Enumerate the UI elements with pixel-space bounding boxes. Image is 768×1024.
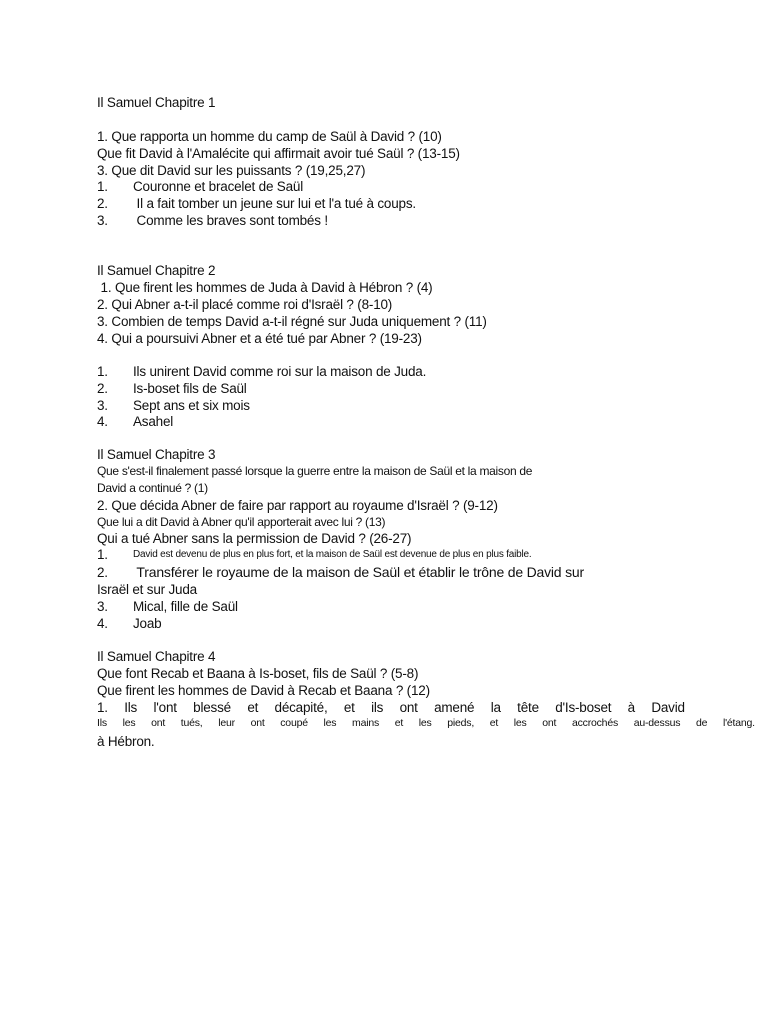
- word: au-dessus: [633, 717, 681, 729]
- chapter-1-title: Il Samuel Chapitre 1: [97, 95, 216, 110]
- word: amené: [434, 700, 475, 715]
- ch1-question-1: 1. Que rapporta un homme du camp de Saül à David ? (10): [97, 129, 442, 144]
- word: tués,: [180, 717, 203, 729]
- word: Ils: [124, 700, 138, 715]
- ch2-answer-4: 4. Asahel: [97, 414, 174, 429]
- ch2-answer-3: 3. Sept ans et six mois: [97, 398, 250, 413]
- ch4-question-1: Que font Recab et Baana à Is-boset, fils de Saül ? (5-8): [97, 666, 419, 681]
- ch3-question-2: 2. Que décida Abner de faire par rapport au royaume d'Israël ? (9-12): [97, 498, 498, 513]
- word: David: [651, 700, 685, 715]
- word: et: [343, 700, 355, 715]
- word: Ils: [97, 717, 107, 729]
- word: les: [513, 717, 527, 729]
- ch2-question-2: 2. Qui Abner a-t-il placé comme roi d'Israël ? (8-10): [97, 297, 393, 312]
- word: l'étang.: [722, 717, 755, 729]
- ch1-question-3: 3. Que dit David sur les puissants ? (19,25,27): [97, 163, 366, 178]
- ch3-answer-3: 3. Mical, fille de Saül: [97, 599, 238, 614]
- word: d'Is-boset: [555, 700, 612, 715]
- ch2-answer-2: 2. Is-boset fils de Saül: [97, 381, 247, 396]
- word: à: [627, 700, 635, 715]
- ch1-answer-2: 2. Il a fait tomber un jeune sur lui et l'a tué à coups.: [97, 196, 416, 211]
- word: pieds,: [447, 717, 475, 729]
- chapter-3-title: Il Samuel Chapitre 3: [97, 447, 216, 462]
- chapter-4-title: Il Samuel Chapitre 4: [97, 649, 216, 664]
- ch2-answer-1: 1. Ils unirent David comme roi sur la maison de Juda.: [97, 364, 427, 379]
- word: la: [490, 700, 501, 715]
- ch3-answer-2: 2. Transférer le royaume de la maison de Saül et établir le trône de David sur: [97, 564, 584, 580]
- ch3-answer-2-cont: Israël et sur Juda: [97, 582, 197, 597]
- ch3-answer-1: 1. $^{David est devenu de plus en plus fort, et la maison de Saül est devenue de plus en plus faible.}$: [97, 547, 532, 562]
- word: ont: [399, 700, 418, 715]
- word: les: [323, 717, 337, 729]
- word: 1.: [97, 700, 108, 715]
- word: ils: [371, 700, 384, 715]
- ch3-question-1: Que s'est-il finalement passé lorsque la guerre entre la maison de Saül et la maison de: [97, 464, 533, 478]
- word: décapité,: [274, 700, 328, 715]
- ch3-question-4: Qui a tué Abner sans la permission de David ? (26-27): [97, 531, 412, 546]
- word: les: [122, 717, 136, 729]
- chapter-2-title: Il Samuel Chapitre 2: [97, 263, 216, 278]
- ch3-answer-4: 4. Joab: [97, 616, 162, 631]
- word: et: [247, 700, 259, 715]
- ch4-answer-1: [97, 699, 685, 716]
- ch3-question-1-cont: David a continué ? (1): [97, 481, 208, 495]
- ch4-question-2: Que firent les hommes de David à Recab et Baana ? (12): [97, 683, 430, 698]
- word: et: [489, 717, 499, 729]
- ch3-question-3: Que lui a dit David à Abner qu'il apporterait avec lui ? (13): [97, 515, 386, 529]
- word: accrochés: [571, 717, 619, 729]
- word: mains: [352, 717, 380, 729]
- word: ont: [151, 717, 166, 729]
- word: les: [418, 717, 432, 729]
- word: coupé: [280, 717, 308, 729]
- word: ont: [542, 717, 557, 729]
- ch2-question-3: 3. Combien de temps David a-t-il régné sur Juda uniquement ? (11): [97, 314, 487, 329]
- word: tête: [517, 700, 539, 715]
- ch4-answer-3: à Hébron.: [97, 734, 155, 749]
- word: leur: [218, 717, 235, 729]
- word: et: [394, 717, 404, 729]
- word: l'ont: [153, 700, 177, 715]
- ch1-answer-1: 1. Couronne et bracelet de Saül: [97, 179, 304, 194]
- ch1-question-2: Que fit David à l'Amalécite qui affirmait avoir tué Saül ? (13-15): [97, 146, 460, 161]
- ch2-question-1: 1. Que firent les hommes de Juda à David à Hébron ? (4): [97, 280, 433, 295]
- ch2-question-4: 4. Qui a poursuivi Abner et a été tué par Abner ? (19-23): [97, 331, 422, 346]
- word: ont: [250, 717, 265, 729]
- word: blessé: [193, 700, 231, 715]
- ch4-answer-2: [97, 716, 755, 730]
- word: de: [696, 717, 708, 729]
- ch1-answer-3: 3. Comme les braves sont tombés !: [97, 213, 328, 228]
